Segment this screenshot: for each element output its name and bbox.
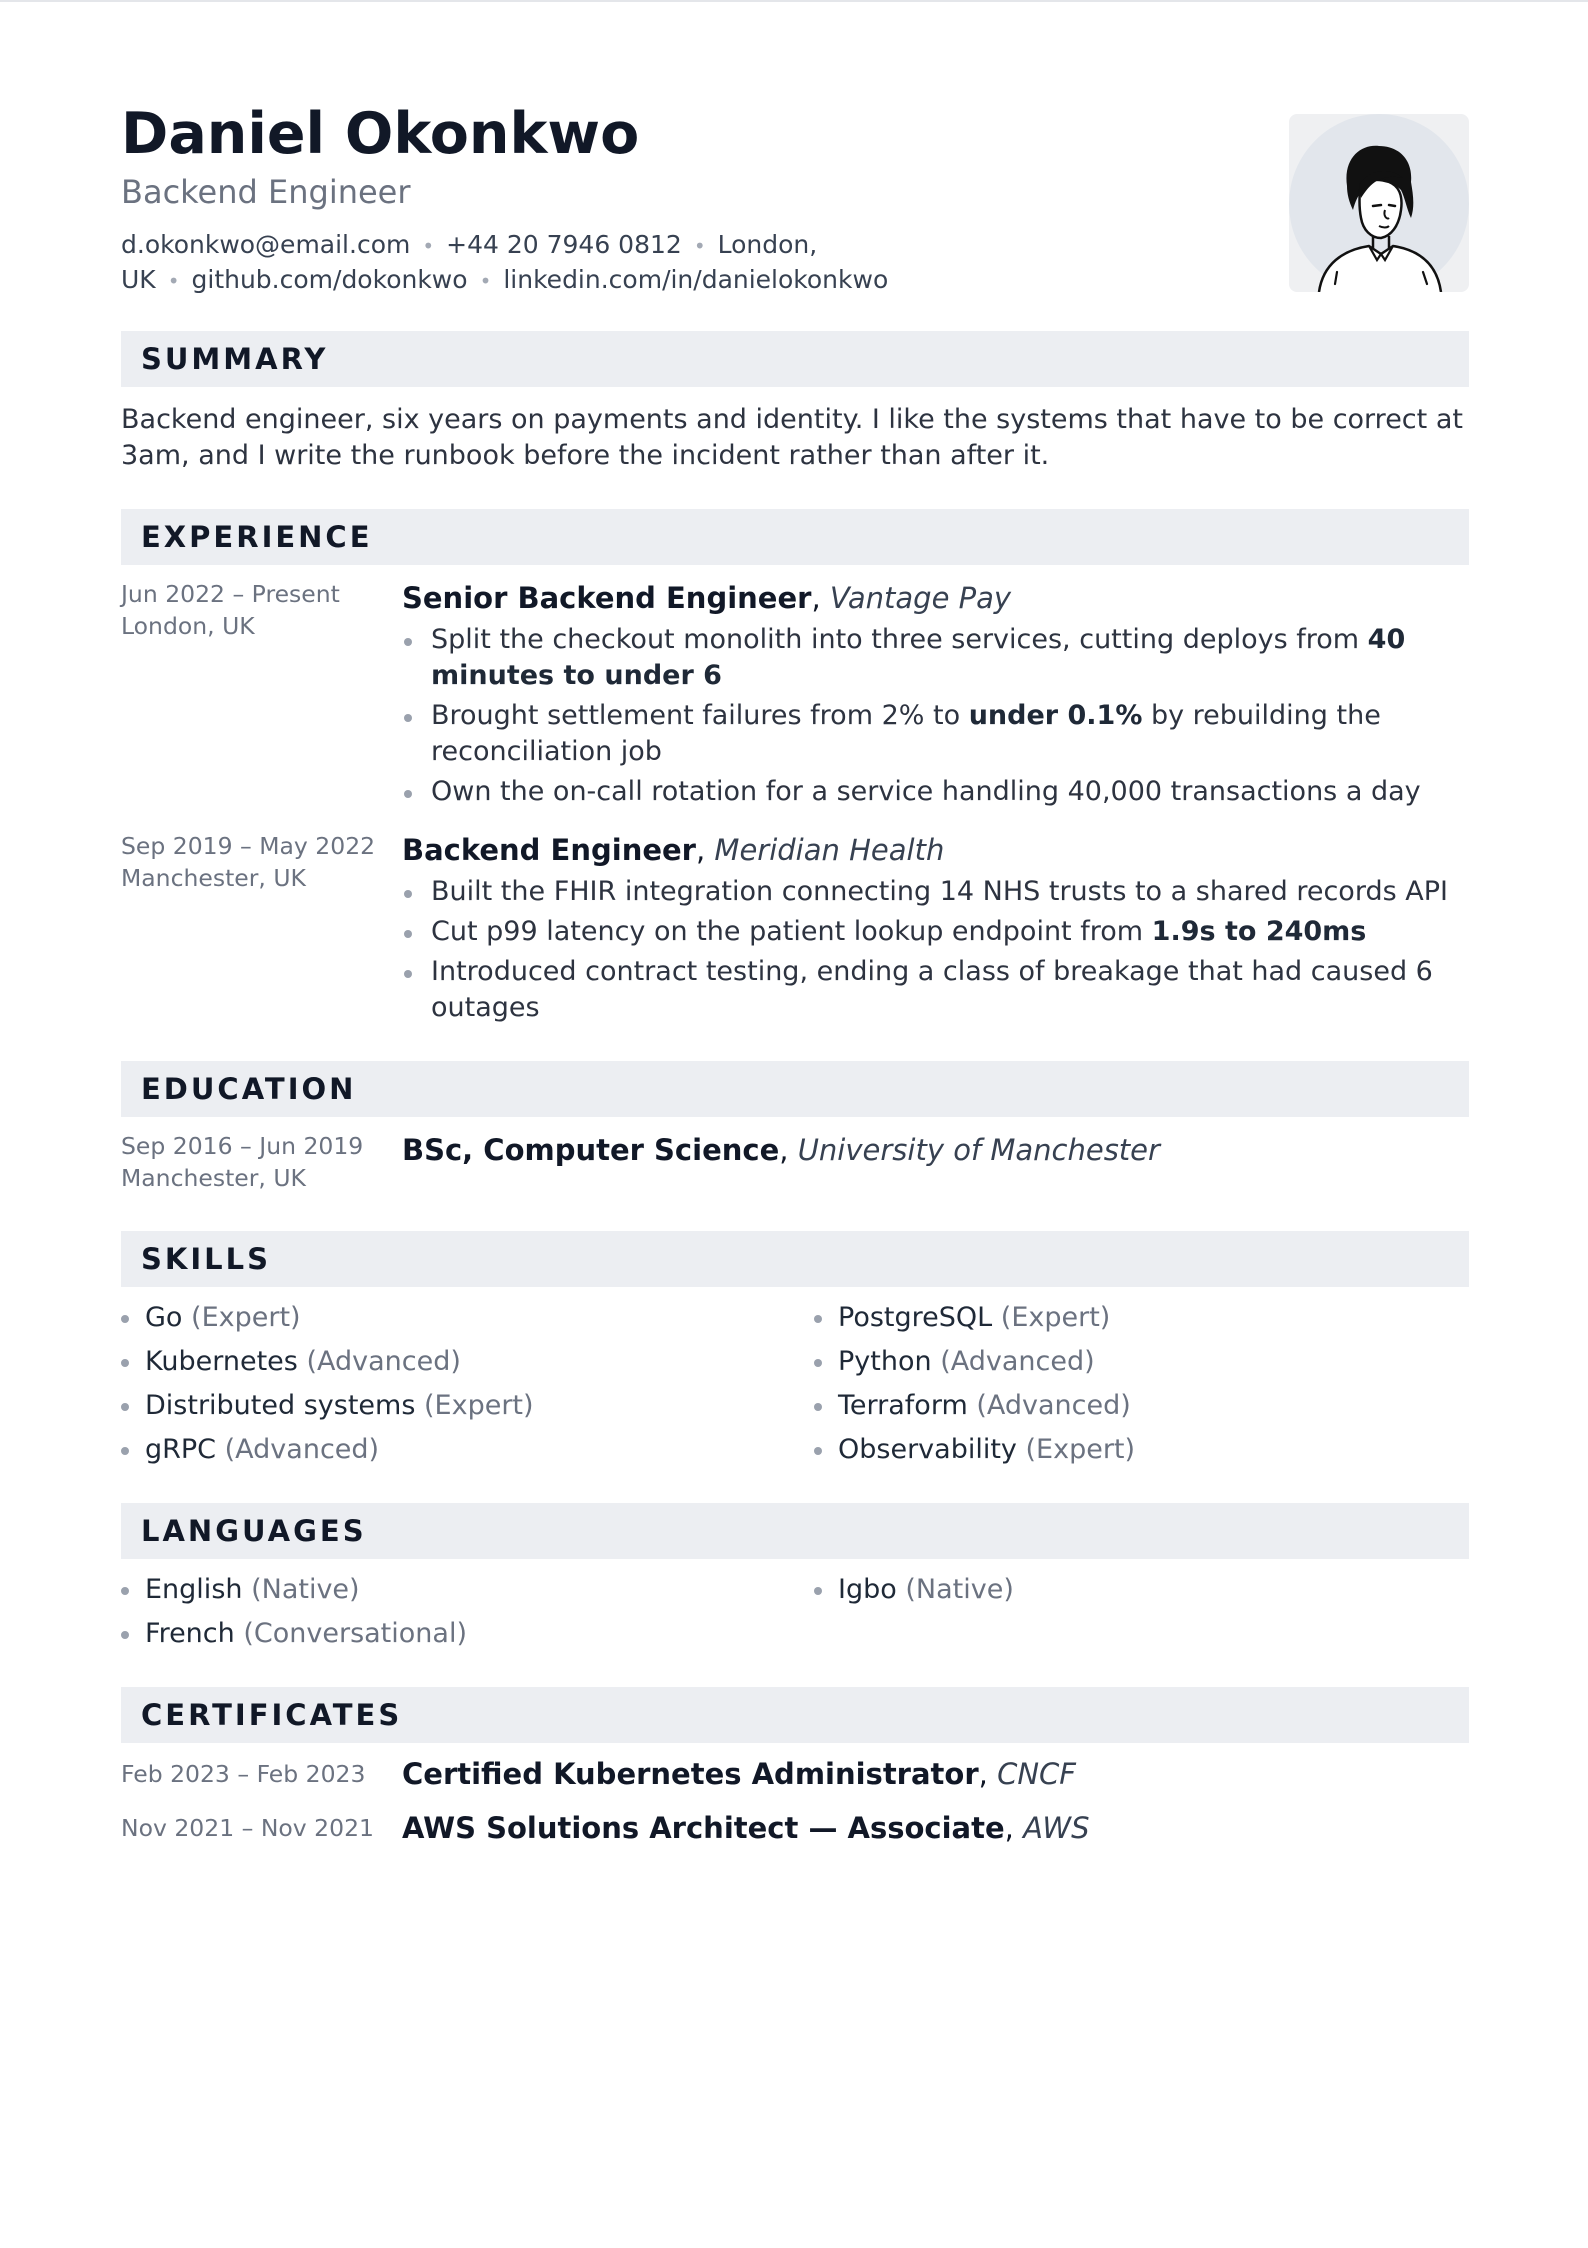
email-link[interactable]: d.okonkwo@email.com	[121, 230, 411, 259]
avatar	[1289, 114, 1469, 292]
certificate-dates: Feb 2023 – Feb 2023	[121, 1760, 366, 1788]
achievement-item: Cut p99 latency on the patient lookup endpoint from 1.9s to 240ms	[402, 914, 1469, 950]
separator-dot: •	[693, 234, 706, 258]
language-item: English (Native)	[121, 1568, 781, 1612]
achievement-item: Introduced contract testing, ending a class of breakage that had caused 6 outages	[402, 954, 1469, 1026]
entry-location: Manchester, UK	[121, 1164, 306, 1192]
certificate-name: AWS Solutions Architect — Associate	[402, 1811, 1005, 1845]
candidate-name: Daniel Okonkwo	[121, 101, 640, 167]
language-item: Igbo (Native)	[814, 1568, 1474, 1612]
entry-dates: Jun 2022 – Present	[121, 580, 340, 608]
skills-column-left	[121, 1296, 781, 1472]
skill-item: Python (Advanced)	[814, 1340, 1474, 1384]
linkedin-link[interactable]: linkedin.com/in/danielokonkwo	[503, 265, 889, 294]
section-skills-heading: SKILLS	[121, 1231, 1469, 1287]
contact-info	[121, 228, 889, 298]
summary-text: Backend engineer, six years on payments and identity. I like the systems that have to be correct at 3am, and I write the runbook before the incident rather than after it.	[121, 404, 1463, 471]
skill-item: PostgreSQL (Expert)	[814, 1296, 1474, 1340]
section-certificates-heading: CERTIFICATES	[121, 1687, 1469, 1743]
skill-item: Go (Expert)	[121, 1296, 781, 1340]
entry-role: Senior Backend Engineer, Vantage Pay	[402, 581, 1012, 615]
github-link[interactable]: github.com/dokonkwo	[191, 265, 468, 294]
entry-body	[402, 1130, 1469, 1170]
entry-meta	[121, 578, 391, 642]
certificate-entry	[121, 1808, 1469, 1852]
skills-column-right	[814, 1296, 1474, 1472]
school-name: University of Manchester	[797, 1133, 1160, 1167]
company-name: Meridian Health	[714, 833, 945, 867]
entry-location: London, UK	[121, 612, 255, 640]
separator-dot: •	[422, 234, 435, 258]
section-experience-heading: EXPERIENCE	[121, 509, 1469, 565]
entry-meta	[121, 1130, 391, 1194]
skill-item: Terraform (Advanced)	[814, 1384, 1474, 1428]
achievement-item: Split the checkout monolith into three services, cutting deploys from 40 minutes to under 6	[402, 622, 1469, 694]
achievement-list	[402, 622, 1469, 810]
certificate-issuer: CNCF	[997, 1757, 1076, 1791]
entry-dates: Sep 2016 – Jun 2019	[121, 1132, 364, 1160]
languages-column-right	[814, 1568, 1474, 1612]
section-summary-heading: SUMMARY	[121, 331, 1469, 387]
entry-meta	[121, 830, 391, 894]
achievement-item: Built the FHIR integration connecting 14 NHS trusts to a shared records API	[402, 874, 1469, 910]
separator-dot: •	[479, 269, 492, 293]
language-item: French (Conversational)	[121, 1612, 781, 1656]
certificate-body: AWS Solutions Architect — Associate, AWS	[402, 1811, 1090, 1845]
degree-name: BSc, Computer Science	[402, 1133, 780, 1167]
location-city: London,	[717, 230, 818, 259]
resume-content	[121, 2, 1469, 1845]
certificate-name: Certified Kubernetes Administrator	[402, 1757, 979, 1791]
entry-location: Manchester, UK	[121, 864, 306, 892]
person-portrait-icon	[1289, 114, 1469, 292]
separator-dot: •	[167, 269, 180, 293]
entry-body	[402, 830, 1469, 1026]
entry-role: Backend Engineer, Meridian Health	[402, 833, 945, 867]
entry-degree: BSc, Computer Science, University of Manchester	[402, 1133, 1160, 1167]
certificate-issuer: AWS	[1023, 1811, 1090, 1845]
skill-item: Kubernetes (Advanced)	[121, 1340, 781, 1384]
job-title: Senior Backend Engineer	[402, 581, 812, 615]
achievement-item: Brought settlement failures from 2% to under 0.1% by rebuilding the reconciliation job	[402, 698, 1469, 770]
certificate-entry	[121, 1754, 1469, 1798]
certificate-body: Certified Kubernetes Administrator, CNCF	[402, 1757, 1076, 1791]
achievement-item: Own the on-call rotation for a service handling 40,000 transactions a day	[402, 774, 1469, 810]
resume-page	[0, 2, 1588, 2248]
phone-number: +44 20 7946 0812	[446, 230, 682, 259]
candidate-title: Backend Engineer	[121, 173, 411, 211]
entry-body	[402, 578, 1469, 810]
skill-item: Distributed systems (Expert)	[121, 1384, 781, 1428]
languages-column-left	[121, 1568, 781, 1656]
achievement-list	[402, 874, 1469, 1026]
entry-dates: Sep 2019 – May 2022	[121, 832, 376, 860]
company-name: Vantage Pay	[829, 581, 1012, 615]
location-country: UK	[121, 265, 156, 294]
section-education-heading: EDUCATION	[121, 1061, 1469, 1117]
certificate-dates: Nov 2021 – Nov 2021	[121, 1814, 374, 1842]
skill-item: Observability (Expert)	[814, 1428, 1474, 1472]
section-languages-heading: LANGUAGES	[121, 1503, 1469, 1559]
skill-item: gRPC (Advanced)	[121, 1428, 781, 1472]
job-title: Backend Engineer	[402, 833, 696, 867]
resume-header	[121, 2, 1469, 332]
